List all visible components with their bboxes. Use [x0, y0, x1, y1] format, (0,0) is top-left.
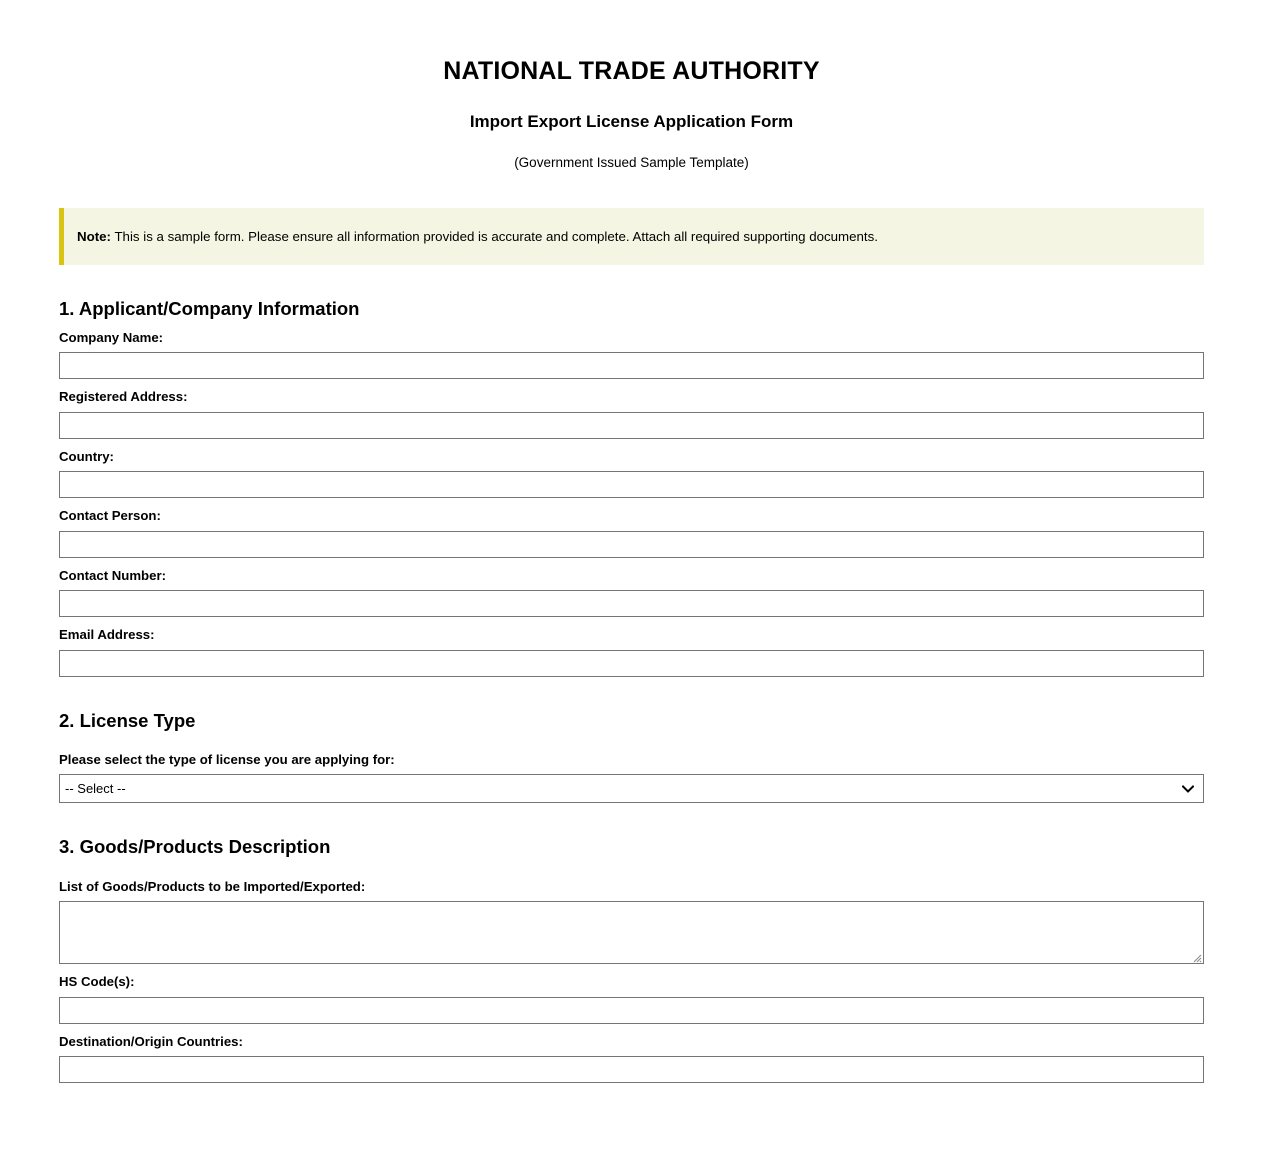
section-heading-license-type: 2. License Type: [59, 709, 196, 731]
input-email-address[interactable]: [59, 650, 1204, 677]
label-goods-list: List of Goods/Products to be Imported/Exported:: [59, 878, 366, 894]
field-registered-address: [59, 379, 1204, 439]
textarea-goods-list[interactable]: [59, 901, 1204, 964]
label-contact-person: Contact Person:: [59, 508, 161, 524]
label-license-type-prompt: Please select the type of license you are applying for:: [59, 751, 395, 767]
label-destination-origin-countries: Destination/Origin Countries:: [59, 1033, 243, 1049]
select-license-type[interactable]: [59, 774, 1204, 803]
input-registered-address[interactable]: [59, 412, 1204, 439]
field-email-address: [59, 617, 1204, 677]
input-contact-number[interactable]: [59, 590, 1204, 617]
note-banner: [59, 208, 1204, 265]
input-country[interactable]: [59, 471, 1204, 498]
field-license-type: [59, 742, 1204, 804]
section-heading-applicant: 1. Applicant/Company Information: [59, 298, 360, 320]
input-hs-code[interactable]: [59, 997, 1204, 1024]
goods-list-textarea-wrap: [59, 901, 1204, 964]
field-contact-number: [59, 558, 1204, 618]
label-registered-address: Registered Address:: [59, 389, 188, 405]
label-company-name: Company Name:: [59, 329, 164, 345]
section-heading-goods: 3. Goods/Products Description: [59, 836, 331, 858]
field-contact-person: [59, 498, 1204, 558]
note-text: This is a sample form. Please ensure all information provided is accurate and complete. Attach all required supporting documents.: [110, 229, 878, 245]
label-email-address: Email Address:: [59, 627, 155, 643]
form-content: [0, 265, 1263, 1083]
field-hs-code: [59, 964, 1204, 1024]
template-subtitle: (Government Issued Sample Template): [514, 155, 749, 171]
input-contact-person[interactable]: [59, 531, 1204, 558]
input-company-name[interactable]: [59, 352, 1204, 379]
form-header: [0, 0, 1263, 171]
note-label: Note:: [77, 229, 111, 245]
field-country: [59, 439, 1204, 499]
label-contact-number: Contact Number:: [59, 567, 166, 583]
label-country: Country:: [59, 448, 114, 464]
authority-title: NATIONAL TRADE AUTHORITY: [443, 57, 820, 85]
form-title: Import Export License Application Form: [469, 111, 794, 131]
label-hs-code: HS Code(s):: [59, 974, 135, 990]
input-destination-origin-countries[interactable]: [59, 1056, 1204, 1083]
license-type-select-wrap: [59, 774, 1204, 803]
field-goods-list: [59, 869, 1204, 965]
field-company-name: [59, 331, 1204, 380]
field-destination-origin-countries: [59, 1024, 1204, 1084]
